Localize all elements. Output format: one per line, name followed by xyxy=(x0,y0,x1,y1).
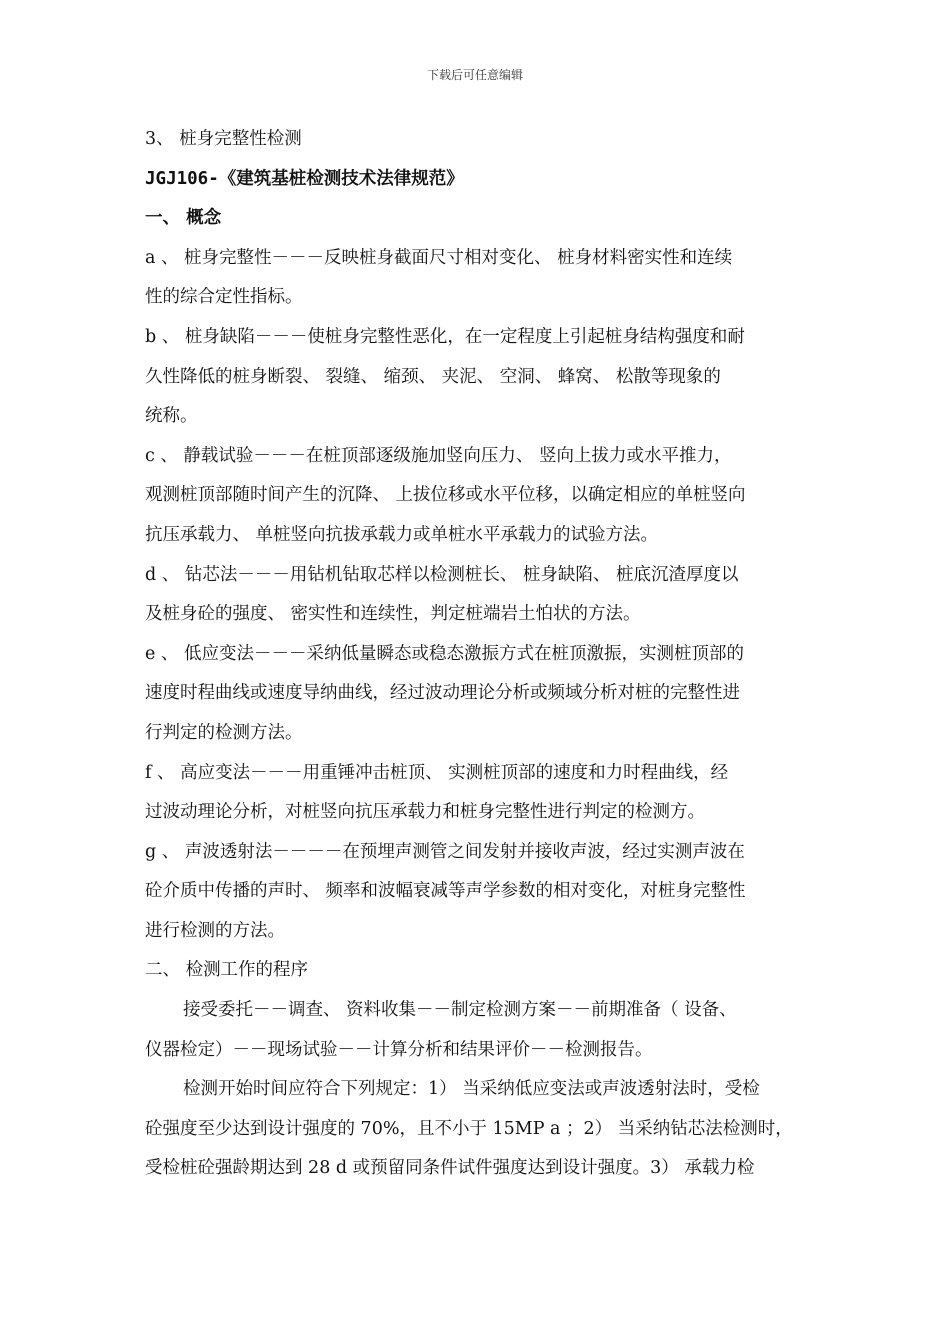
text-line: 砼强度至少达到设计强度的 70%，且不小于 15MP a ；2） 当采纳钻芯法检测时， xyxy=(145,1118,793,1139)
text-line: d 、 钻芯法－－－用钻机钻取芯样以检测桩长、 桩身缺陷、 桩底沉渣厚度以 xyxy=(145,564,739,585)
text-line: c 、 静载试验－－－在桩顶部逐级施加竖向压力、 竖向上拔力或水平推力， xyxy=(145,445,732,466)
text-line: 检测开始时间应符合下列规定：1） 当采纳低应变法或声波透射法时，受检 xyxy=(183,1079,760,1100)
text-line: 抗压承载力、 单桩竖向抗拔承载力或单桩水平承载力的试验方法。 xyxy=(145,524,659,545)
text-line: 统称。 xyxy=(145,406,198,427)
document-body xyxy=(145,120,809,1189)
text-line: 受检桩砼强龄期达到 28 d 或预留同条件试件强度达到设计强度。3） 承载力检 xyxy=(145,1158,755,1179)
text-line: 及桩身砼的强度、 密实性和连续性，判定桩端岩土怕状的方法。 xyxy=(145,604,641,625)
chapter-heading-2: 二、 检测工作的程序 xyxy=(145,960,309,981)
text-line: 进行检测的方法。 xyxy=(145,920,285,941)
standard-title: JGJ106-《建筑基桩检测技术法律规范》 xyxy=(145,168,464,189)
text-line: 砼介质中传播的声时、 频率和波幅衰减等声学参数的相对变化，对桩身完整性 xyxy=(145,881,746,902)
text-line: 久性降低的桩身断裂、 裂缝、 缩颈、 夹泥、 空洞、 蜂窝、 松散等现象的 xyxy=(145,366,721,387)
text-line: e 、 低应变法－－－采纳低量瞬态或稳态激振方式在桩顶激振，实测桩顶部的 xyxy=(145,643,744,664)
text-line: 观测桩顶部随时间产生的沉降、 上拔位移或水平位移，以确定相应的单桩竖向 xyxy=(145,485,746,506)
section-heading: 3、 桩身完整性检测 xyxy=(145,129,302,149)
text-line: 仪器检定）－－现场试验－－计算分析和结果评价－－检测报告。 xyxy=(145,1039,653,1060)
text-line: f 、 高应变法－－－用重锤冲击桩顶、 实测桩顶部的速度和力时程曲线，经 xyxy=(145,762,729,783)
text-line: b 、 桩身缺陷－－－使桩身完整性恶化，在一定程度上引起桩身结构强度和耐 xyxy=(145,326,745,347)
text-line: 过波动理论分析，对桩竖向抗压承载力和桩身完整性进行判定的检测方。 xyxy=(145,802,705,823)
text-line: 性的综合定性指标。 xyxy=(145,287,303,308)
text-line: g 、 声波透射法－－－－在预埋声测管之间发射并接收声波，经过实测声波在 xyxy=(145,841,745,862)
text-line: a 、 桩身完整性－－－反映桩身截面尺寸相对变化、 桩身材料密实性和连续 xyxy=(145,247,733,268)
chapter-heading: 一、 概念 xyxy=(145,208,222,229)
text-line: 接受委托－－调查、 资料收集－－制定检测方案－－前期准备（ 设备、 xyxy=(183,1000,737,1021)
text-line: 行判定的检测方法。 xyxy=(145,722,303,743)
page-header: 下载后可任意编辑 xyxy=(426,68,523,82)
text-line: 速度时程曲线或速度导纳曲线，经过波动理论分析或频域分析对桩的完整性进 xyxy=(145,683,740,704)
